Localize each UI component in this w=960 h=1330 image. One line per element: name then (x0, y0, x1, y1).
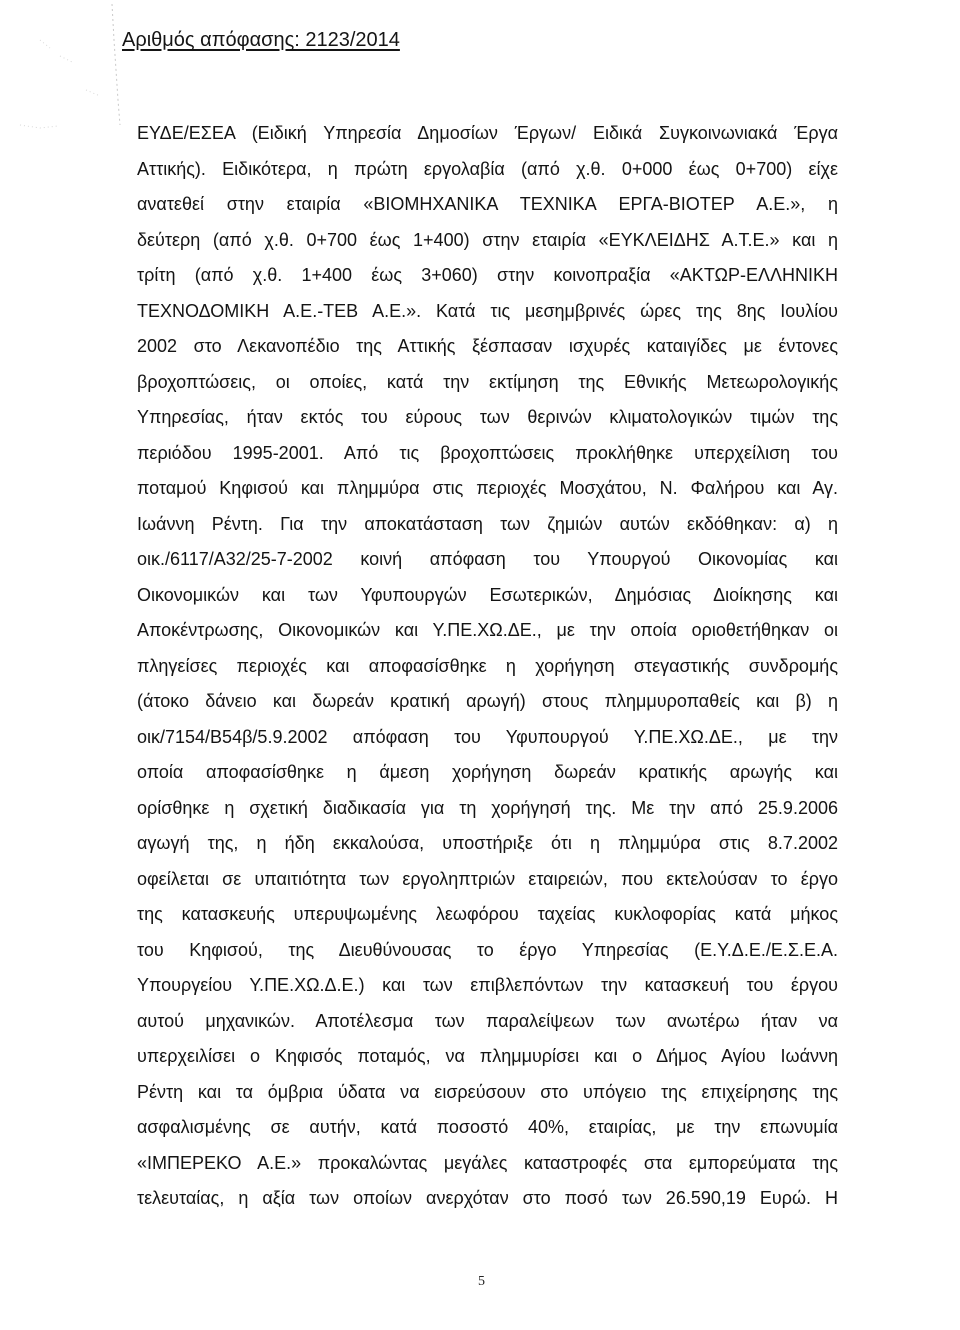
text-line: «ΙΜΠΕΡΕΚΟ Α.Ε.» προκαλώντας μεγάλες καταστροφές στα εμπορεύματα της (137, 1152, 838, 1173)
text-line: υπερχειλίσει ο Κηφισός ποταμός, να πλημμυρίσει και ο Δήμος Αγίου Ιωάννη (137, 1046, 838, 1066)
text-line: Αποκέντρωσης, Οικονομικών και Υ.ΠΕ.ΧΩ.ΔΕ., με την οποία οριοθετήθηκαν οι (137, 620, 838, 640)
text-line: ασφαλισμένης σε αυτήν, κατά ποσοστό 40%, εταιρίας, με την επωνυμία (137, 1117, 838, 1137)
text-line: 2002 στο Λεκανοπέδιο της Αττικής ξέσπασαν ισχυρές καταιγίδες με έντονες (137, 336, 838, 356)
decision-number-heading: Αριθμός απόφασης: 2123/2014 (122, 29, 400, 51)
text-line: οικ/7154/Β54β/5.9.2002 απόφαση του Υφυπουργού Υ.ΠΕ.ΧΩ.ΔΕ., με την (137, 726, 838, 747)
text-line: αυτού μηχανικών. Αποτέλεσμα των παραλείψεων των ανωτέρω ήταν να (137, 1010, 838, 1031)
text-line: ανατεθεί στην εταιρία «ΒΙΟΜΗΧΑΝΙΚΑ ΤΕΧΝΙΚΑ ΕΡΓΑ-ΒΙΟΤΕΡ Α.Ε.», η (137, 194, 838, 214)
text-line: ΕΥΔΕ/ΕΣΕΑ (Ειδική Υπηρεσία Δημοσίων Έργων/ Ειδικά Συγκοινωνιακά Έργα (137, 123, 838, 143)
page-number: 5 (478, 1274, 485, 1289)
text-line: Οικονομικών και των Υφυπουργών Εσωτερικών, Δημόσιας Διοίκησης και (137, 584, 838, 605)
text-line: οποία αποφασίσθηκε η άμεση χορήγηση δωρεάν κρατικής αρωγής και (137, 762, 838, 782)
text-line: της κατασκευής υπερυψωμένης λεωφόρου ταχείας κυκλοφορίας κατά μήκος (137, 904, 838, 924)
document-body (137, 116, 838, 1217)
text-line: ποταμού Κηφισού και πλημμύρα στις περιοχές Μοσχάτου, Ν. Φαλήρου και Αγ. (137, 478, 838, 498)
text-line: τρίτη (από χ.θ. 1+400 έως 3+060) στην κοινοπραξία «ΑΚΤΩΡ-ΕΛΛΗΝΙΚΗ (137, 265, 838, 285)
text-line: δεύτερη (από χ.θ. 0+700 έως 1+400) στην εταιρία «ΕΥΚΛΕΙΔΗΣ Α.Τ.Ε.» και η (137, 229, 838, 250)
text-line: Αττικής). Ειδικότερα, η πρώτη εργολαβία (από χ.θ. 0+000 έως 0+700) είχε (137, 158, 838, 179)
text-line: τελευταίας, η αξία των οποίων ανερχόταν στο ποσό των 26.590,19 Ευρώ. Η (137, 1188, 838, 1208)
text-line: οφείλεται σε υπαιτιότητα των εργοληπτριών εταιρειών, που εκτελούσαν το έργο (137, 868, 838, 889)
text-line: Υπηρεσίας, ήταν εκτός του εύρους των θερινών κλιματολογικών τιμών της (137, 407, 838, 427)
text-line: αγωγή της, η ήδη εκκαλούσα, υποστήριξε ότι η πλημμύρα στις 8.7.2002 (137, 833, 838, 853)
text-line: περιόδου 1995-2001. Από τις βροχοπτώσεις προκλήθηκε υπερχείλιση του (137, 442, 838, 463)
text-line: Ρέντη και τα όμβρια ύδατα να εισρεύσουν στο υπόγειο της επιχείρησης της (137, 1081, 838, 1102)
text-line: οικ./6117/Α32/25-7-2002 κοινή απόφαση του Υπουργού Οικονομίας και (137, 549, 838, 569)
text-line: ορίσθηκε η σχετική διαδικασία για τη χορήγησή της. Με την από 25.9.2006 (137, 797, 838, 818)
text-line: Ιωάννη Ρέντη. Για την αποκατάσταση των ζημιών αυτών εκδόθηκαν: α) η (137, 513, 838, 534)
text-line: Υπουργείου Υ.ΠΕ.ΧΩ.Δ.Ε.) και των επιβλεπόντων την κατασκευή του έργου (137, 975, 838, 995)
text-line: του Κηφισού, της Διευθύνουσας το έργο Υπηρεσίας (Ε.Υ.Δ.Ε./Ε.Σ.Ε.Α. (137, 939, 838, 960)
text-line: πληγείσες περιοχές και αποφασίσθηκε η χορήγηση στεγαστικής συνδρομής (137, 655, 838, 676)
text-line: ΤΕΧΝΟΔΟΜΙΚΗ Α.Ε.-ΤΕΒ Α.Ε.». Κατά τις μεσημβρινές ώρες της 8ης Ιουλίου (137, 300, 838, 321)
text-line: (άτοκο δάνειο και δωρεάν κρατική αρωγή) στους πλημμυροπαθείς και β) η (137, 691, 838, 711)
scan-artifact (0, 0, 140, 150)
text-line: βροχοπτώσεις, οι οποίες, κατά την εκτίμηση της Εθνικής Μετεωρολογικής (137, 371, 838, 392)
